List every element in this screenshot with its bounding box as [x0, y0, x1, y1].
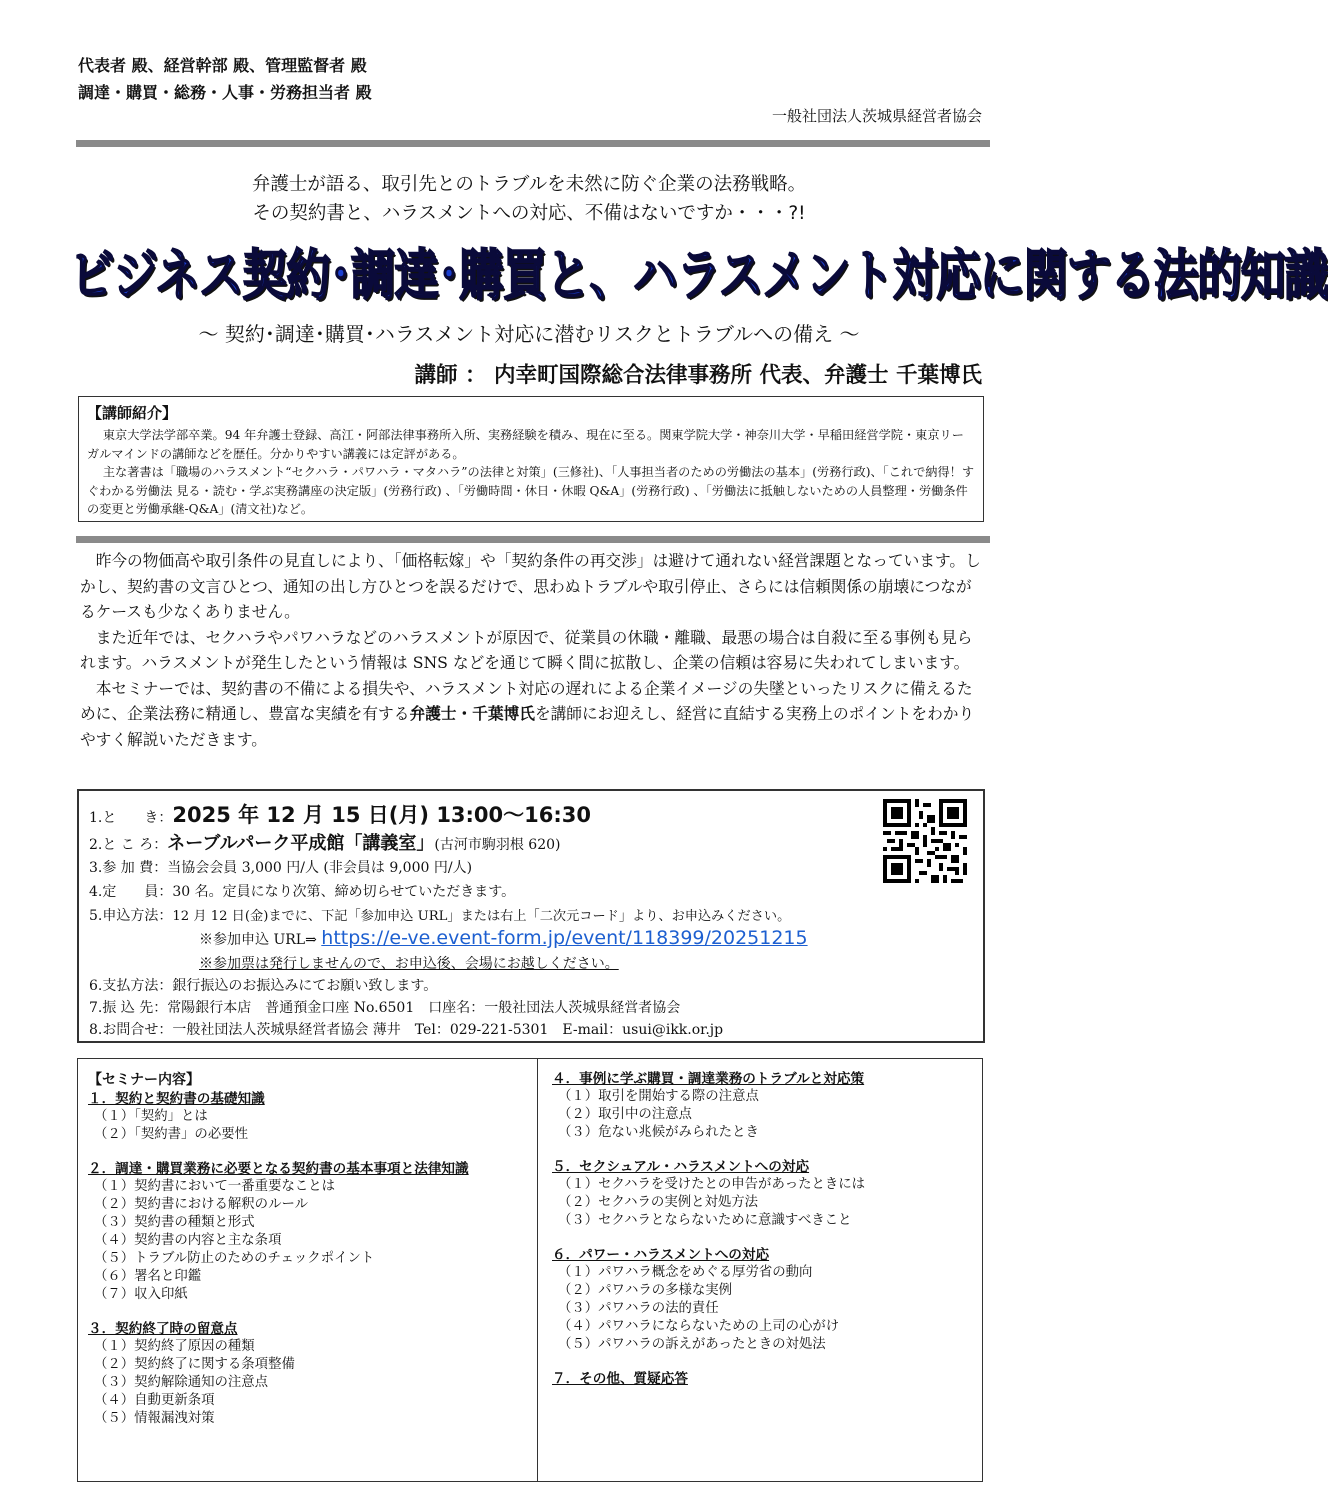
- url-label: ※参加申込 URL⇒: [199, 932, 317, 948]
- payment-value: 銀行振込のお振込みにてお願い致します。: [172, 978, 438, 994]
- list-item: （１）取引を開始する際の注意点: [558, 1089, 759, 1104]
- list-item: （１）セクハラを受けたとの申告があったときには: [558, 1177, 866, 1192]
- list-item: （２）「契約書」の必要性: [94, 1127, 248, 1142]
- lead-line-2: その契約書と、ハラスメントへの対応、不備はないですか・・・?!: [252, 203, 806, 224]
- addressees: [78, 52, 372, 106]
- bank-value: 常陽銀行本店 普通預金口座 No.6501 口座名：一般社団法人茨城県経営者協会: [167, 1000, 681, 1016]
- list-item: （１）パワハラ概念をめぐる厚労省の動向: [558, 1265, 813, 1280]
- section-5-title: ５．セクシュアル・ハラスメントへの対応: [552, 1159, 810, 1175]
- list-item: （４）パワハラにならないための上司の心がけ: [558, 1319, 840, 1334]
- list-item: （３）パワハラの法的責任: [558, 1301, 719, 1316]
- list-item: （４）自動更新条項: [94, 1393, 215, 1408]
- top-divider: [76, 140, 990, 147]
- date-value: 2025 年 12 月 15 日(月) 13:00～16:30: [172, 803, 592, 827]
- intro-text: [80, 548, 986, 752]
- place-label: 2.と こ ろ：: [89, 837, 168, 853]
- list-item: （１）「契約」とは: [94, 1109, 208, 1124]
- intro-p3-part-2: を講師にお迎えし、経営に直結する実務上のポイントをわかりやすく解説いただきます。: [80, 704, 975, 749]
- intro-paragraph-3: [80, 676, 986, 753]
- info-capacity: [89, 881, 515, 901]
- section-3-title: ３．契約終了時の留意点: [88, 1321, 238, 1337]
- lead-line-1: 弁護士が語る、取引先とのトラブルを未然に防ぐ企業の法務戦略。: [251, 174, 807, 195]
- payment-label: 6.支払方法：: [89, 978, 173, 994]
- qr-code-icon[interactable]: [883, 799, 967, 883]
- place-value: ネーブルパーク平成館「講義室」: [167, 833, 435, 854]
- middle-divider: [76, 536, 990, 543]
- list-item: （３）契約書の種類と形式: [94, 1215, 255, 1230]
- section-2-title: ２．調達・購買業務に必要となる契約書の基本事項と法律知識: [88, 1161, 469, 1177]
- list-item: （２）契約書における解釈のルール: [94, 1197, 308, 1212]
- info-payment: [89, 975, 437, 995]
- place-note: (古河市駒羽根 620): [434, 837, 561, 853]
- list-item: （６）署名と印鑑: [94, 1269, 202, 1284]
- section-4-title: ４．事例に学ぶ購買・調達業務のトラブルと対応策: [552, 1071, 865, 1087]
- seminar-title: ビジネス契約･調達･購買と、ハラスメント対応に関する法的知識: [70, 245, 1328, 308]
- list-item: （３）契約解除通知の注意点: [94, 1375, 269, 1390]
- contact-value: 一般社団法人茨城県経営者協会 薄井 Tel：029-221-5301 E-mail：usui@ikk.or.jp: [172, 1022, 724, 1038]
- profile-heading: 【講師紹介】: [87, 404, 178, 422]
- lecturer-name-emphasis: 弁護士・千葉博氏: [409, 704, 535, 723]
- fee-value: 当協会会員 3,000 円/人 (非会員は 9,000 円/人): [167, 860, 473, 876]
- apply-label: 5.申込方法：: [89, 908, 173, 924]
- content-left-column: [78, 1059, 538, 1481]
- addressee-line-1: 代表者 殿、経営幹部 殿、管理監督者 殿: [78, 56, 367, 75]
- info-bank: [89, 997, 680, 1017]
- ticket-note: ※参加票は発行しませんので、お申込後、会場にお越しください。: [199, 956, 619, 972]
- application-url-link[interactable]: https://e-ve.event-form.jp/event/118399/20251215: [321, 927, 808, 949]
- list-item: （５）トラブル防止のためのチェックポイント: [94, 1251, 375, 1266]
- list-item: （２）契約終了に関する条項整備: [94, 1357, 295, 1372]
- capacity-value: 30 名。定員になり次第、締め切らせていただきます。: [172, 884, 516, 900]
- intro-paragraph-2: また近年では、セクハラやパワハラなどのハラスメントが原因で、従業員の休職・離職、最悪の場合は自殺に至る事例も見られます。ハラスメントが発生したという情報は SNS などを通じて瞬く間に拡散し、企業の信頼は容易に失われてしまいます。: [80, 627, 973, 672]
- addressee-line-2: 調達・購買・総務・人事・労務担当者 殿: [78, 83, 372, 102]
- intro-paragraph-1: 昨今の物価高や取引条件の見直しにより、「価格転嫁」や「契約条件の再交渉」は避けて通れない経営課題となっています。しかし、契約書の文言ひとつ、通知の出し方ひとつを誤るだけで、思わぬトラブルや取引停止、さらには信頼関係の崩壊につながるケースも少なくありません。: [80, 551, 981, 621]
- section-1-title: １．契約と契約書の基礎知識: [88, 1091, 265, 1107]
- list-item: （３）危ない兆候がみられたとき: [558, 1125, 759, 1140]
- fee-label: 3.参 加 費：: [89, 860, 168, 876]
- info-url-row: [199, 927, 808, 949]
- info-apply: [89, 905, 790, 925]
- list-item: （１）契約終了原因の種類: [94, 1339, 255, 1354]
- list-item: （４）契約書の内容と主な条項: [94, 1233, 282, 1248]
- list-item: （１）契約書において一番重要なことは: [94, 1179, 336, 1194]
- capacity-label: 4.定 員：: [89, 884, 173, 900]
- list-item: （５）情報漏洩対策: [94, 1411, 215, 1426]
- section-6-title: ６．パワー・ハラスメントへの対応: [552, 1247, 770, 1263]
- info-date: [89, 799, 591, 829]
- content-right-column: [538, 1059, 982, 1481]
- contact-label: 8.お問合せ：: [89, 1022, 173, 1038]
- list-item: （３）セクハラとならないために意識すべきこと: [558, 1213, 852, 1228]
- list-item: （７）収入印紙: [94, 1287, 188, 1302]
- seminar-subtitle: ～ 契約･調達･購買･ハラスメント対応に潜むリスクとトラブルへの備え ～: [198, 322, 860, 346]
- info-fee: [89, 857, 472, 877]
- apply-value: 12 月 12 日(金)までに、下記「参加申込 URL」または右上「二次元コード」より、お申込みください。: [172, 909, 791, 924]
- date-label: 1.と き：: [89, 810, 173, 826]
- list-item: （２）取引中の注意点: [558, 1107, 692, 1122]
- bank-label: 7.振 込 先：: [89, 1000, 168, 1016]
- seminar-content-box: [77, 1058, 983, 1482]
- organizer-name: 一般社団法人茨城県経営者協会: [771, 107, 982, 125]
- list-item: （２）セクハラの実例と対処方法: [558, 1195, 759, 1210]
- content-heading: 【セミナー内容】: [88, 1072, 200, 1088]
- intro-p3-part-1: 本セミナーでは、契約書の不備による損失や、ハラスメント対応の遅れによる企業イメージの失墜といったリスクに備えるために、企業法務に精通し、豊富な実績を有する: [80, 678, 973, 723]
- list-item: （５）パワハラの訴えがあったときの対処法: [558, 1337, 826, 1352]
- list-item: （２）パワハラの多様な実例: [558, 1283, 733, 1298]
- info-contact: [89, 1019, 723, 1039]
- profile-paragraph-1: 東京大学法学部卒業。94 年弁護士登録、高江・阿部法律事務所入所、実務経験を積み、現在に至る。関東学院大学・神奈川大学・早稲田経営学院・東京リーガルマインドの講師などを歴任。分かりやすい講義には定評がある。: [87, 428, 964, 461]
- info-place: [89, 829, 561, 855]
- profile-paragraph-2: 主な著書は「職場のハラスメント“セクハラ・パワハラ・マタハラ”の法律と対策」(三修社)、「人事担当者のための労働法の基本」(労務行政)、「これで納得！すぐわかる労働法 見る・読む・学ぶ実務講座の決定版」(労務行政) 、「労働時間・休日・休暇 Q&A」(労務行政) 、「労働法に抵触しないための人員整理・労働条件の変更と労働承継-Q&A」(清文社)など。: [87, 465, 975, 516]
- lecturer-profile-box: [78, 396, 984, 522]
- lecturer-line: 講師 ： 内幸町国際総合法律事務所 代表、弁護士 千葉博氏: [414, 363, 982, 388]
- event-info-box: [77, 789, 985, 1043]
- section-7-title: ７．その他、質疑応答: [552, 1371, 688, 1387]
